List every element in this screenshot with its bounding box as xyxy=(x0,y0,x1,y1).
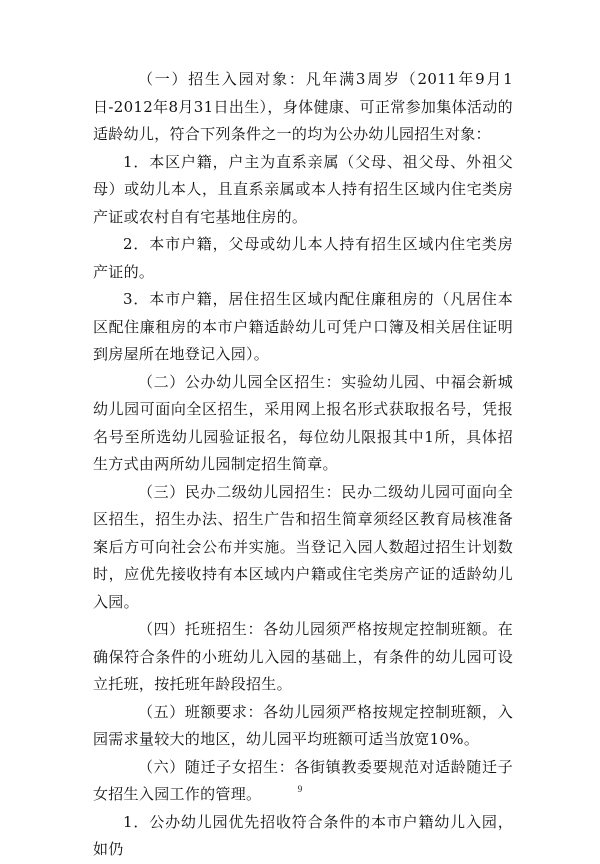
paragraph-enrollment-target: （一）招生入园对象：凡年满3周岁（2011年9月1日-2012年8月31日出生），身体健康、可正常参加集体活动的适龄幼儿，符合下列条件之一的均为公办幼儿园招生对象： xyxy=(93,70,513,143)
paragraph-district-wide-enrollment: （二）公办幼儿园全区招生：实验幼儿园、中福会新城幼儿园可面向全区招生，采用网上报名形式获取报名号，凭报名号至所选幼儿园验证报名，每位幼儿限报其中1所，具体招生方式由两所幼儿园制定招生简章。 xyxy=(93,372,513,473)
paragraph-migrant-children: （六）随迁子女招生：各街镇教委要规范对适龄随迁子女招生入园工作的管理。 xyxy=(93,757,513,803)
document-body xyxy=(93,66,513,864)
paragraph-private-kindergarten: （三）民办二级幼儿园招生：民办二级幼儿园可面向全区招生，招生办法、招生广告和招生简章须经区教育局核准备案后方可向社会公布并实施。当登记入园人数超过招生计划数时，应优先接收持有本区域内户籍或住宅类房产证的适龄幼儿入园。 xyxy=(93,482,513,611)
page-number: 9 xyxy=(297,784,303,794)
paragraph-class-size: （五）班额要求：各幼儿园须严格按规定控制班额，入园需求量较大的地区，幼儿园平均班额可适当放宽10%。 xyxy=(93,702,513,748)
paragraph-condition-3: 3．本市户籍，居住招生区域内配住廉租房的（凡居住本区配住廉租房的本市户籍适龄幼儿可凭户口簿及相关居住证明到房屋所在地登记入园）。 xyxy=(93,290,513,363)
paragraph-nursery-class: （四）托班招生：各幼儿园须严格按规定控制班额。在确保符合条件的小班幼儿入园的基础上，有条件的幼儿园可设立托班，按托班年龄段招生。 xyxy=(93,620,513,693)
paragraph-migrant-condition-1: 1．公办幼儿园优先招收符合条件的本市户籍幼儿入园，如仍 xyxy=(93,812,513,858)
paragraph-condition-2: 2．本市户籍，父母或幼儿本人持有招生区域内住宅类房产证的。 xyxy=(93,235,513,281)
paragraph-condition-1: 1．本区户籍，户主为直系亲属（父母、祖父母、外祖父母）或幼儿本人，且直系亲属或本人持有招生区域内住宅类房产证或农村自有宅基地住房的。 xyxy=(93,152,513,226)
